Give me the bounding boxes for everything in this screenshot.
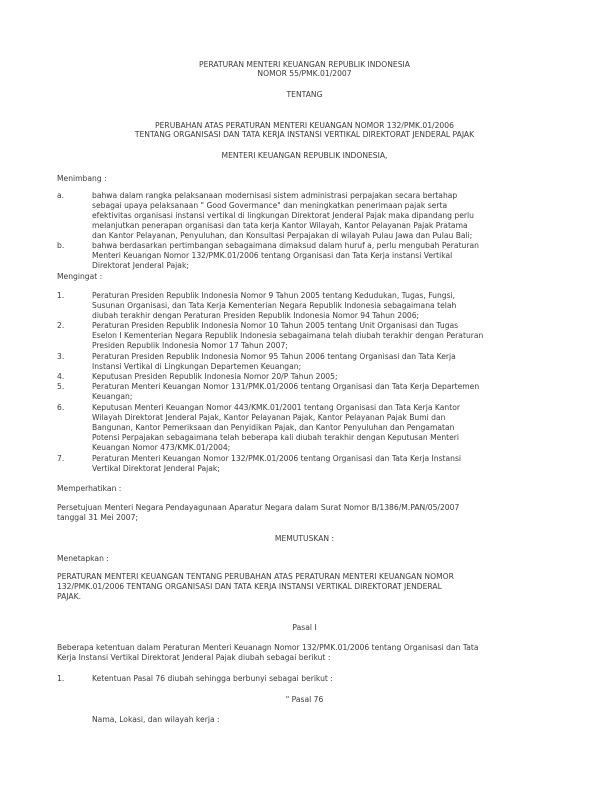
mengingat-item	[57, 403, 577, 453]
menetapkan-text: PERATURAN MENTERI KEUANGAN TENTANG PERUBAHAN ATAS PERATURAN MENTERI KEUANGAN NOMOR 132/PMK.01/2006 TENTANG ORGANISASI DAN TATA KERJA INSTANSI VERTIKAL DIREKTORAT JENDERAL PAJAK.	[57, 572, 454, 602]
title-line-2: NOMOR 55/PMK.01/2007	[257, 69, 352, 78]
item-number: 3.	[57, 352, 65, 361]
item-number: b.	[57, 241, 65, 250]
item-number: 6.	[57, 403, 65, 412]
mengingat-item	[57, 321, 577, 351]
item-text: Peraturan Menteri Keuangan Nomor 132/PMK.01/2006 tentang Organisasi dan Tata Kerja Instansi Vertikal Direktorat Jenderal Pajak;	[92, 454, 462, 474]
item-number: 2.	[57, 321, 65, 330]
pasal-1-intro: Beberapa ketentuan dalam Peraturan Menteri Keuanagn Nomor 132/PMK.01/2006 tentang Organisasi dan Tata Kerja Instansi Vertikal Direktorat Jenderal Pajak diubah sebagai berikut :	[57, 643, 479, 663]
item-number: 5.	[57, 382, 65, 391]
item-number: a.	[57, 191, 65, 200]
item-number: 4.	[57, 372, 65, 381]
mengingat-item	[57, 454, 577, 474]
mengingat-item	[57, 291, 577, 321]
item-text: Keputusan Presiden Republik Indonesia Nomor 20/P Tahun 2005;	[92, 372, 338, 381]
memperhatikan-text: Persetujuan Menteri Negara Pendayagunaan Aparatur Negara dalam Surat Nomor B/1386/M.PAN/05/2007 tanggal 31 Mei 2007;	[57, 503, 460, 523]
mengingat-label: Mengingat :	[57, 272, 103, 281]
item-text: Ketentuan Pasal 76 diubah sehingga berbunyi sebagai berikut :	[92, 674, 333, 683]
item-number: 1.	[57, 291, 65, 300]
pasal-76-heading: " Pasal 76	[285, 695, 324, 704]
item-text: Peraturan Presiden Republik Indonesia Nomor 9 Tahun 2005 tentang Kedudukan, Tugas, Fungsi, Susunan Organisasi, dan Tata Kerja Kementerian Negara Republik Indonesia sebagaimana telah diubah terakhir dengan Peraturan Presiden Republik Indonesia Nomor 94 Tahun 2006;	[92, 291, 457, 321]
menimbang-item	[57, 191, 577, 241]
pasal-76-text: Nama, Lokasi, dan wilayah kerja :	[92, 715, 220, 724]
item-number: 7.	[57, 454, 65, 463]
mengingat-item	[57, 352, 577, 372]
authority-line: MENTERI KEUANGAN REPUBLIK INDONESIA,	[221, 151, 388, 160]
menetapkan-label: Menetapkan :	[57, 554, 109, 563]
subject-line-2: TENTANG ORGANISASI DAN TATA KERJA INSTANSI VERTIKAL DIREKTORAT JENDERAL PAJAK	[134, 130, 475, 139]
title-line-1: PERATURAN MENTERI KEUANGAN REPUBLIK INDONESIA	[199, 60, 410, 69]
memutuskan-heading: MEMUTUSKAN :	[274, 534, 335, 543]
subject-line-1: PERUBAHAN ATAS PERATURAN MENTERI KEUANGAN NOMOR 132/PMK.01/2006	[155, 121, 454, 130]
item-text: Keputusan Menteri Keuangan Nomor 443/KMK.01/2001 tentang Organisasi dan Tata Kerja Kantor Wilayah Direktorat Jenderal Pajak, Kantor Pelayanan Pajak, Kantor Pelayanan Pajak Bumi dan Bangunan, Kantor Pemeriksaan dan Penyidikan Pajak, dan Kantor Penyuluhan dan Pengamatan Potensi Perpajakan sebagaimana telah beberapa kali diubah terakhir dengan Keputusan Menteri Keuangan Nomor 473/KMK.01/2004;	[92, 403, 460, 453]
item-text: Peraturan Presiden Republik Indonesia Nomor 95 Tahun 2006 tentang Organisasi dan Tata Kerja Instansi Vertikal di Lingkungan Departemen Keuangan;	[92, 352, 456, 372]
item-number: 1.	[57, 674, 65, 683]
menimbang-label: Menimbang :	[57, 174, 107, 183]
tentang-heading: TENTANG	[286, 90, 323, 99]
item-text: bahwa dalam rangka pelaksanaan modernisasi sistem administrasi perpajakan secara bertahap sebagai upaya pelaksanaan " Good Govermance" dan meningkatkan penerimaan pajak serta efektivitas organisasi instansi vertikal di lingkungan Direktorat Jenderal Pajak maka dipandang perlu melanjutkan penerapan organisasi dan tata kerja Kantor Wilayah, Kantor Pelayanan Pajak Pratama dan Kantor Pelayanan, Penyuluhan, dan Konsultasi Perpajakan di wilayah Pulau Jawa dan Pulau Bali;	[92, 191, 474, 241]
mengingat-item	[57, 372, 577, 382]
memperhatikan-label: Memperhatikan :	[57, 484, 122, 493]
mengingat-item	[57, 382, 577, 402]
item-text: bahwa berdasarkan pertimbangan sebagaimana dimaksud dalam huruf a, perlu mengubah Peraturan Menteri Keuangan Nomor 132/PMK.01/2006 tentang Organisasi dan Tata Kerja instansi Vertikal Direktorat Jenderal Pajak;	[92, 241, 479, 271]
pasal-1-heading: Pasal I	[292, 623, 317, 632]
item-text: Peraturan Menteri Keuangan Nomor 131/PMK.01/2006 tentang Organisasi dan Tata Kerja Departemen Keuangan;	[92, 382, 480, 402]
item-text: Peraturan Presiden Republik Indonesia Nomor 10 Tahun 2005 tentang Unit Organisasi dan Tugas Eselon I Kementerian Negara Republik Indonesia sebagaimana telah diubah terakhir dengan Peraturan Presiden Republik Indonesia Nomor 17 Tahun 2007;	[92, 321, 484, 351]
pasal-1-item	[57, 674, 577, 684]
menimbang-item	[57, 241, 577, 271]
